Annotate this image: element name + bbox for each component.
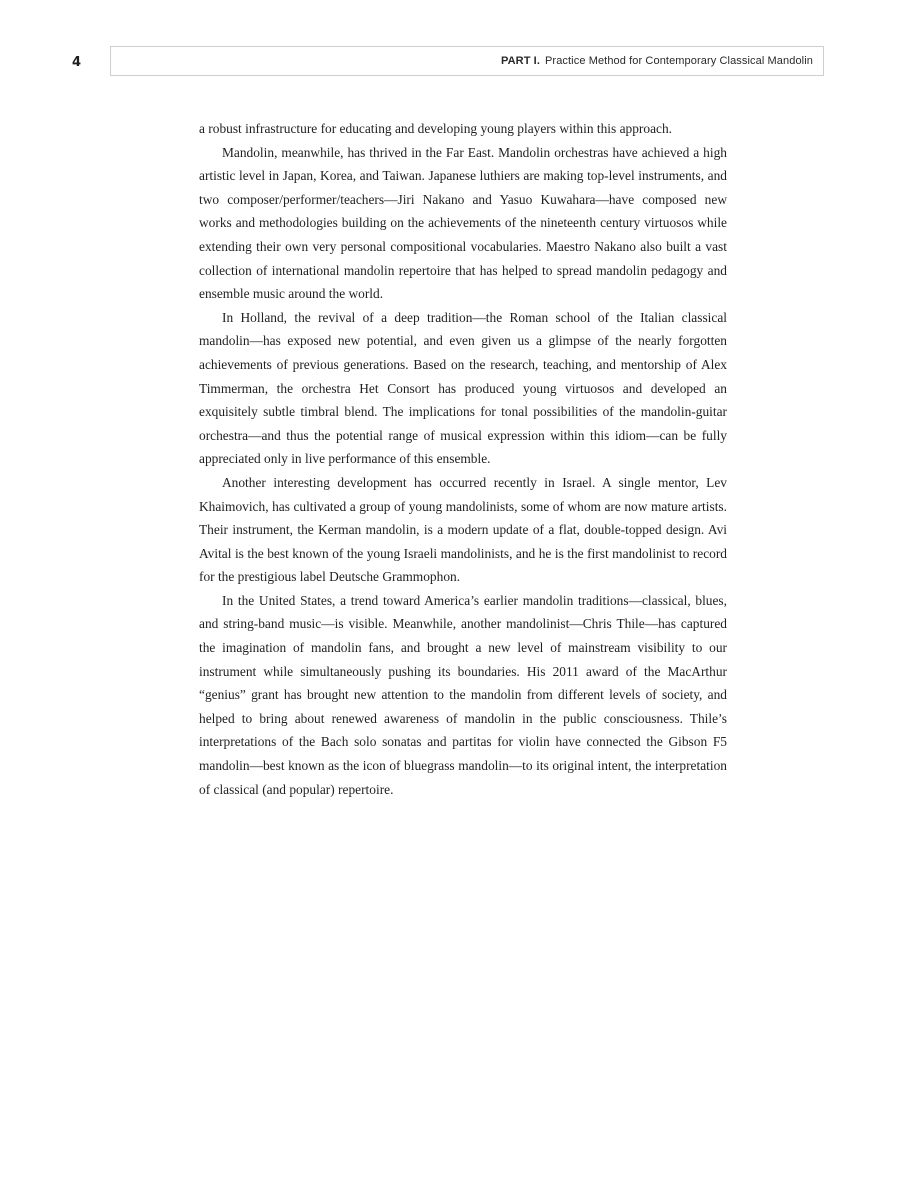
part-title: Practice Method for Contemporary Classical Mandolin [545, 55, 813, 67]
paragraph-holland: In Holland, the revival of a deep tradition—the Roman school of the Italian classical mandolin—has exposed new potential, and even given us a glimpse of the nearly forgotten achievements of previous generations. Based on the research, teaching, and mentorship of Alex Timmerman, the orchestra Het Consort has produced young virtuosos and developed an exquisitely subtle timbral blend. The implications for tonal possibilities of the mandolin-guitar orchestra—and thus the potential range of musical expression within this idiom—can be fully appreciated only in live performance of this ensemble. [199, 309, 727, 467]
part-label: PART I. [501, 55, 540, 67]
page-number: 4 [72, 55, 82, 70]
paragraph-israel: Another interesting development has occurred recently in Israel. A single mentor, Lev Khaimovich, has cultivated a group of young mandolinists, some of whom are now mature artists. Their instrument, the Kerman mandolin, is a modern update of a flat, double-topped design. Avi Avital is the best known of the young Israeli mandolinists, and he is the first mandolinist to record for the prestigious label Deutsche Grammophon. [199, 474, 727, 585]
paragraph-united-states: In the United States, a trend toward America’s earlier mandolin traditions—classical, blues, and string-band music—is visible. Meanwhile, another mandolinist—Chris Thile—has captured the imagination of mandolin fans, and brought a new level of mainstream visibility to our instrument while simultaneously pushing its boundaries. His 2011 award of the MacArthur “genius” grant has brought new attention to the mandolin from different levels of society, and helped to bring about renewed awareness of mandolin in the public consciousness. Thile’s interpretations of the Bach solo sonatas and partitas for violin have connected the Gibson F5 mandolin—best known as the icon of bluegrass mandolin—to its original intent, the interpretation of classical (and popular) repertoire. [199, 592, 727, 797]
body-text [199, 117, 727, 801]
paragraph-far-east: Mandolin, meanwhile, has thrived in the Far East. Mandolin orchestras have achieved a high artistic level in Japan, Korea, and Taiwan. Japanese luthiers are making top-level instruments, and two composer/performer/teachers—Jiri Nakano and Yasuo Kuwahara—have composed new works and methodologies building on the achievements of the nineteenth century virtuosos while extending their own very personal compositional vocabularies. Maestro Nakano also built a vast collection of international mandolin repertoire that has helped to spread mandolin pedagogy and ensemble music around the world. [199, 144, 727, 302]
running-header [110, 46, 824, 76]
paragraph-continued: a robust infrastructure for educating and developing young players within this approach. [199, 121, 673, 136]
